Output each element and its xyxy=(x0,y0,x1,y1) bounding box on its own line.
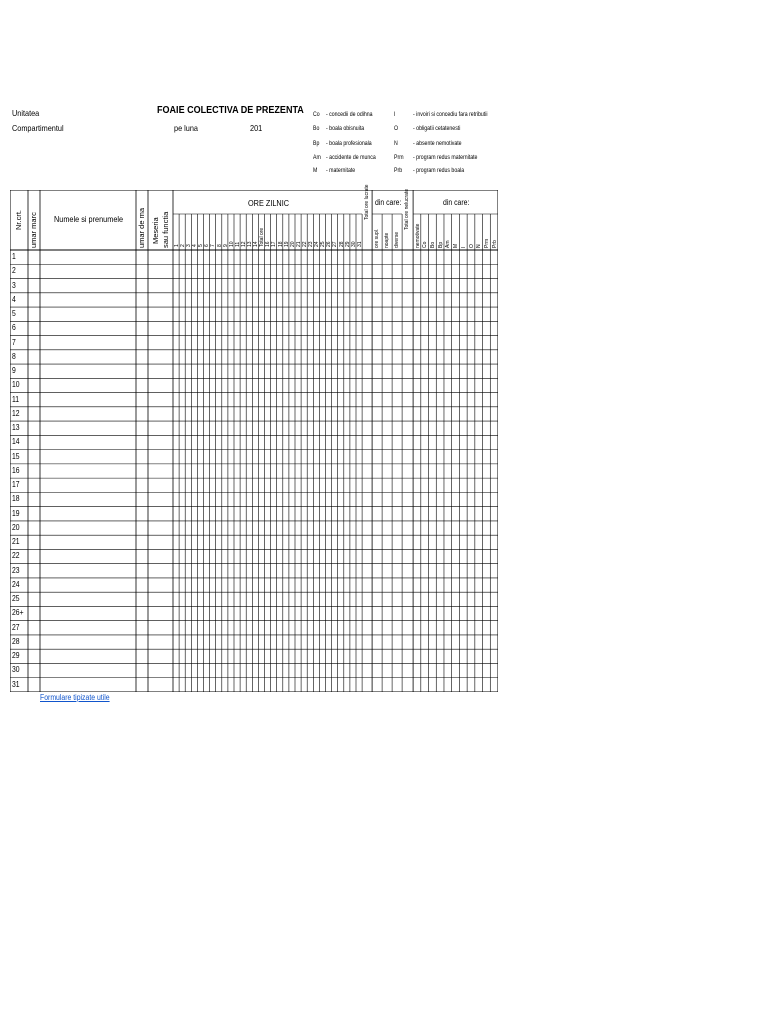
formulare-tipizate-link[interactable]: Formulare tipizate utile xyxy=(40,693,110,702)
row-number: 11 xyxy=(12,394,20,404)
din-care-header: din care: xyxy=(443,198,470,207)
timesheet-grid xyxy=(10,190,498,692)
row-number: 28 xyxy=(12,636,20,646)
row-number: 9 xyxy=(12,366,16,376)
legend-code: O xyxy=(394,125,399,132)
din-care-sub-header: Co xyxy=(422,241,429,248)
row-number: 29 xyxy=(12,651,20,661)
ore-zilnic-header: ORE ZILNIC xyxy=(248,198,290,208)
nume-header: Numele si prenumele xyxy=(54,214,124,224)
legend-code: Am xyxy=(313,154,321,161)
row-number: 25 xyxy=(12,594,20,604)
day-header: 25 xyxy=(320,241,327,247)
row-number: 24 xyxy=(12,579,20,589)
din-care-sub-header: Prm xyxy=(484,238,491,248)
legend-code: M xyxy=(313,167,318,174)
row-number: 30 xyxy=(12,665,20,675)
total-ore-lucrate-header: Total ore lucrate xyxy=(364,184,371,220)
year-label: 201 xyxy=(250,123,263,133)
row-number: 1 xyxy=(12,252,16,261)
legend-code: Bo xyxy=(313,125,320,132)
document-title: FOAIE COLECTIVA DE PREZENTA xyxy=(157,104,304,116)
legend-desc: - concedii de odihna xyxy=(326,111,373,118)
day-header: 1 xyxy=(173,244,180,247)
din-care-sub-header: Prb xyxy=(491,240,498,248)
day-header: 6 xyxy=(204,244,211,247)
din-care-sub-header: N xyxy=(476,244,483,248)
din-care-sub-header: Bp xyxy=(437,241,444,248)
legend-desc: - boala profesionala xyxy=(326,140,372,147)
day-header: 16 xyxy=(265,241,272,247)
day-header: 2 xyxy=(179,244,186,247)
row-number: 14 xyxy=(12,437,20,447)
row-number: 22 xyxy=(12,551,20,561)
day-header: 24 xyxy=(314,241,321,247)
din-care-sub-header: M xyxy=(453,243,460,248)
day-header: 18 xyxy=(277,241,284,247)
day-header: 3 xyxy=(186,244,192,247)
legend-desc: - maternitate xyxy=(326,167,356,174)
day-header: 12 xyxy=(240,241,247,247)
ore-header: umar de ma xyxy=(137,207,146,248)
legend-code: Bp xyxy=(313,140,320,147)
day-header: 27 xyxy=(332,241,339,247)
row-number: 16 xyxy=(12,465,20,475)
row-number: 4 xyxy=(12,294,16,304)
row-number: 10 xyxy=(12,380,20,390)
day-header: Total ore xyxy=(259,227,266,247)
day-header: 10 xyxy=(228,241,235,247)
marca-header: umar marc xyxy=(29,212,38,248)
row-number: 31 xyxy=(12,679,20,689)
legend-desc: - obligatii cetatenesti xyxy=(413,125,461,132)
row-number: 27 xyxy=(12,622,20,632)
row-number: 20 xyxy=(12,522,20,532)
month-label: pe luna xyxy=(174,123,198,133)
day-header: 11 xyxy=(234,241,241,247)
day-header: 21 xyxy=(295,241,302,247)
row-number: 26+ xyxy=(12,608,24,618)
legend-code: Prm xyxy=(394,154,404,161)
row-number: 21 xyxy=(12,537,20,547)
row-number: 15 xyxy=(12,451,20,461)
row-number: 17 xyxy=(12,480,20,490)
day-header: 26 xyxy=(326,241,333,247)
row-number: 3 xyxy=(12,280,16,290)
day-header: 13 xyxy=(247,241,253,247)
legend-desc: - boala obisnuita xyxy=(326,125,365,132)
din-care-sub-header: Bo xyxy=(430,241,437,248)
din-care-sub-header: Am xyxy=(445,240,452,248)
legend-desc: - invoiri si concediu fara retributii xyxy=(413,111,488,118)
day-header: 30 xyxy=(350,241,357,247)
day-header: 17 xyxy=(271,241,278,247)
day-header: 28 xyxy=(338,241,345,247)
day-header: 20 xyxy=(289,241,296,247)
legend-code: I xyxy=(394,111,396,118)
day-header: 22 xyxy=(301,241,308,247)
legend-code: N xyxy=(394,140,398,147)
functia-header: sau functia xyxy=(161,211,170,248)
day-header: 14 xyxy=(253,241,260,247)
legend-desc: - program redus maternitate xyxy=(413,154,478,161)
day-header: 31 xyxy=(356,241,363,247)
row-number: 7 xyxy=(12,337,16,347)
day-header: 4 xyxy=(192,244,199,247)
nr-crt-header: Nr.crt. xyxy=(14,210,23,230)
day-header: 29 xyxy=(344,241,351,247)
row-number: 19 xyxy=(12,508,20,518)
row-number: 2 xyxy=(12,266,16,276)
din-care-sub-header: O xyxy=(468,244,475,248)
din-care-sub-header: noapte xyxy=(384,232,391,248)
day-header: 8 xyxy=(216,244,223,247)
row-number: 8 xyxy=(12,351,16,361)
din-care-header: din care: xyxy=(375,198,402,207)
legend-code: Co xyxy=(313,111,320,118)
legend-desc: - program redus boala xyxy=(413,167,465,174)
row-number: 13 xyxy=(12,423,20,433)
timesheet-table xyxy=(10,184,498,692)
row-number: 12 xyxy=(12,408,20,418)
legend-code: Prb xyxy=(394,167,403,174)
row-number: 23 xyxy=(12,565,20,575)
total-ore-nelucrate-header: Total ore nelucrate xyxy=(404,188,411,230)
din-care-sub-header: I xyxy=(460,246,467,248)
row-number: 18 xyxy=(12,494,20,504)
day-header: 9 xyxy=(222,244,229,247)
din-care-sub-header: nemotivate xyxy=(414,223,421,248)
din-care-sub-header: ore supl. xyxy=(374,228,381,248)
unitatea-label: Unitatea xyxy=(12,108,40,118)
day-header: 19 xyxy=(283,241,290,247)
row-number: 6 xyxy=(12,323,16,333)
day-header: 5 xyxy=(198,244,205,247)
legend-desc: - absente nemotivate xyxy=(413,140,462,147)
compartimentul-label: Compartimentul xyxy=(12,123,64,133)
day-header: 23 xyxy=(308,241,314,247)
meseria-header: Meseria xyxy=(151,217,160,244)
din-care-sub-header: diverse xyxy=(394,231,401,248)
row-number: 5 xyxy=(12,309,16,319)
legend-desc: - accidente de munca xyxy=(326,154,376,161)
day-header: 7 xyxy=(210,244,217,247)
